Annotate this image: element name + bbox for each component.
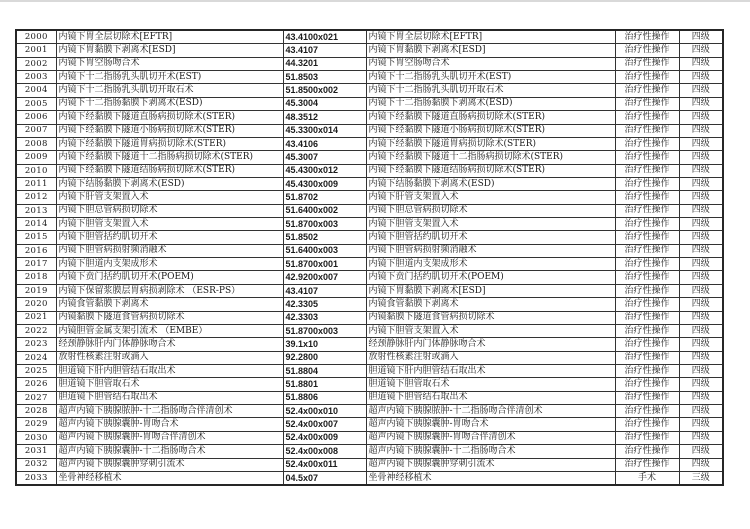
row-number-cell: 2014 <box>16 218 56 231</box>
table-row <box>16 271 723 284</box>
procedure-name-cell: 超声内镜下胰腺囊肿-胃吻合伴清创术 <box>56 431 283 444</box>
procedure-code-cell: 51.6400x002 <box>283 204 366 217</box>
mapped-name-cell: 超声内镜下胰腺囊肿-十二指肠吻合术 <box>366 445 615 458</box>
category-cell: 治疗性操作 <box>615 204 679 217</box>
category-cell: 治疗性操作 <box>615 151 679 164</box>
procedure-code-cell: 48.3512 <box>283 111 366 124</box>
table-row <box>16 177 723 190</box>
level-cell: 四级 <box>679 271 723 284</box>
mapped-name-cell: 超声内镜下胰腺囊肿-胃吻合伴清创术 <box>366 431 615 444</box>
procedure-code-cell: 51.8801 <box>283 378 366 391</box>
page-top-edge-line <box>0 0 750 2</box>
mapped-name-cell: 内镜下胃空肠吻合术 <box>366 57 615 70</box>
level-cell: 四级 <box>679 164 723 177</box>
category-cell: 治疗性操作 <box>615 391 679 404</box>
procedure-code-cell: 45.3007 <box>283 151 366 164</box>
procedure-name-cell: 内镜下经黏膜下隧道直肠病损切除术(STER) <box>56 111 283 124</box>
table-row <box>16 431 723 444</box>
procedure-code-cell: 52.4x00x009 <box>283 431 366 444</box>
table-row <box>16 298 723 311</box>
procedure-code-cell: 51.8700x001 <box>283 258 366 271</box>
mapped-name-cell: 超声内镜下胰腺囊肿穿刺引流术 <box>366 458 615 471</box>
category-cell: 治疗性操作 <box>615 418 679 431</box>
table-row <box>16 231 723 244</box>
procedure-name-cell: 内镜下结肠黏膜下剥离术(ESD) <box>56 177 283 190</box>
procedure-code-cell: 52.4x00x011 <box>283 458 366 471</box>
procedure-name-cell: 内镜下十二指肠乳头肌切开术(EST) <box>56 71 283 84</box>
row-number-cell: 2032 <box>16 458 56 471</box>
row-number-cell: 2027 <box>16 391 56 404</box>
table-row <box>16 405 723 418</box>
table-row <box>16 338 723 351</box>
level-cell: 四级 <box>679 298 723 311</box>
level-cell: 四级 <box>679 44 723 57</box>
mapped-name-cell: 放射性核素注射或滴入 <box>366 351 615 364</box>
procedure-code-cell: 51.6400x003 <box>283 244 366 257</box>
procedure-name-cell: 内镜下胆管病损射频消融术 <box>56 244 283 257</box>
procedure-name-cell: 内镜下经黏膜下隧道十二指肠病损切除术(STER) <box>56 151 283 164</box>
category-cell: 治疗性操作 <box>615 57 679 70</box>
category-cell: 治疗性操作 <box>615 164 679 177</box>
procedure-code-cell: 52.4x00x007 <box>283 418 366 431</box>
table-row <box>16 204 723 217</box>
procedure-name-cell: 内镜黏膜下隧道食管病损切除术 <box>56 311 283 324</box>
mapped-name-cell: 超声内镜下胰腺囊肿-胃吻合术 <box>366 418 615 431</box>
level-cell: 四级 <box>679 364 723 377</box>
mapped-name-cell: 胆道镜下胆管结石取出术 <box>366 391 615 404</box>
level-cell: 四级 <box>679 458 723 471</box>
procedure-table-body <box>16 30 723 485</box>
table-row <box>16 137 723 150</box>
category-cell: 治疗性操作 <box>615 44 679 57</box>
row-number-cell: 2026 <box>16 378 56 391</box>
procedure-code-cell: 39.1x10 <box>283 338 366 351</box>
table-row <box>16 324 723 337</box>
procedure-name-cell: 内镜下胆道内支架成形术 <box>56 258 283 271</box>
category-cell: 治疗性操作 <box>615 351 679 364</box>
level-cell: 四级 <box>679 151 723 164</box>
row-number-cell: 2028 <box>16 405 56 418</box>
procedure-code-cell: 52.4x00x010 <box>283 405 366 418</box>
procedure-code-cell: 43.4107 <box>283 44 366 57</box>
row-number-cell: 2022 <box>16 324 56 337</box>
category-cell: 治疗性操作 <box>615 271 679 284</box>
category-cell: 治疗性操作 <box>615 258 679 271</box>
level-cell: 四级 <box>679 324 723 337</box>
row-number-cell: 2010 <box>16 164 56 177</box>
row-number-cell: 2030 <box>16 431 56 444</box>
mapped-name-cell: 内镜下胆管括约肌切开术 <box>366 231 615 244</box>
table-row <box>16 164 723 177</box>
level-cell: 四级 <box>679 204 723 217</box>
procedure-code-cell: 45.3300x014 <box>283 124 366 137</box>
row-number-cell: 2012 <box>16 191 56 204</box>
mapped-name-cell: 内镜下胆总管病损切除术 <box>366 204 615 217</box>
category-cell: 治疗性操作 <box>615 364 679 377</box>
mapped-name-cell: 胆道镜下胆管取石术 <box>366 378 615 391</box>
category-cell: 治疗性操作 <box>615 218 679 231</box>
table-row <box>16 97 723 110</box>
procedure-name-cell: 内镜下贲门括约肌切开术(POEM) <box>56 271 283 284</box>
mapped-name-cell: 内镜下十二指肠黏膜下剥离术(ESD) <box>366 97 615 110</box>
mapped-name-cell: 经颈静脉肝内门体静脉吻合术 <box>366 338 615 351</box>
procedure-code-cell: 51.8502 <box>283 231 366 244</box>
mapped-name-cell: 内镜下十二指肠乳头肌切开术(EST) <box>366 71 615 84</box>
row-number-cell: 2016 <box>16 244 56 257</box>
category-cell: 治疗性操作 <box>615 378 679 391</box>
table-row <box>16 244 723 257</box>
procedure-name-cell: 放射性核素注射或滴入 <box>56 351 283 364</box>
procedure-name-cell: 胆道镜下胆管结石取出术 <box>56 391 283 404</box>
mapped-name-cell: 内镜下胃全层切除术[EFTR] <box>366 30 615 44</box>
level-cell: 四级 <box>679 191 723 204</box>
procedure-name-cell: 坐骨神经移植术 <box>56 471 283 485</box>
level-cell: 四级 <box>679 445 723 458</box>
table-row <box>16 311 723 324</box>
row-number-cell: 2001 <box>16 44 56 57</box>
table-row <box>16 44 723 57</box>
procedure-name-cell: 内镜下十二指肠黏膜下剥离术(ESD) <box>56 97 283 110</box>
table-row <box>16 458 723 471</box>
category-cell: 治疗性操作 <box>615 405 679 418</box>
procedure-name-cell: 内镜下胃黏膜下剥离术[ESD] <box>56 44 283 57</box>
procedure-code-cell: 51.8700x003 <box>283 324 366 337</box>
category-cell: 治疗性操作 <box>615 137 679 150</box>
row-number-cell: 2031 <box>16 445 56 458</box>
procedure-code-cell: 45.3004 <box>283 97 366 110</box>
level-cell: 四级 <box>679 405 723 418</box>
mapped-name-cell: 内镜下贲门括约肌切开术(POEM) <box>366 271 615 284</box>
category-cell: 治疗性操作 <box>615 71 679 84</box>
procedure-name-cell: 超声内镜下胰腺囊肿-胃吻合术 <box>56 418 283 431</box>
level-cell: 四级 <box>679 57 723 70</box>
procedure-name-cell: 内镜下肝管支架置入术 <box>56 191 283 204</box>
category-cell: 治疗性操作 <box>615 431 679 444</box>
mapped-name-cell: 内镜下胆管支架置入术 <box>366 324 615 337</box>
procedure-code-cell: 43.4100x021 <box>283 30 366 44</box>
category-cell: 治疗性操作 <box>615 298 679 311</box>
row-number-cell: 2011 <box>16 177 56 190</box>
category-cell: 治疗性操作 <box>615 445 679 458</box>
level-cell: 四级 <box>679 431 723 444</box>
table-row <box>16 111 723 124</box>
mapped-name-cell: 内镜下经黏膜下隧道小肠病损切除术(STER) <box>366 124 615 137</box>
table-row <box>16 218 723 231</box>
category-cell: 手术 <box>615 471 679 485</box>
category-cell: 治疗性操作 <box>615 191 679 204</box>
table-row <box>16 378 723 391</box>
level-cell: 四级 <box>679 244 723 257</box>
procedure-name-cell: 内镜下胃全层切除术[EFTR] <box>56 30 283 44</box>
procedure-code-cell: 42.3303 <box>283 311 366 324</box>
table-row <box>16 124 723 137</box>
row-number-cell: 2029 <box>16 418 56 431</box>
category-cell: 治疗性操作 <box>615 124 679 137</box>
procedure-code-cell: 51.8500x002 <box>283 84 366 97</box>
level-cell: 四级 <box>679 311 723 324</box>
table-row <box>16 191 723 204</box>
category-cell: 治疗性操作 <box>615 338 679 351</box>
procedure-code-cell: 52.4x00x008 <box>283 445 366 458</box>
row-number-cell: 2019 <box>16 284 56 297</box>
row-number-cell: 2004 <box>16 84 56 97</box>
table-row <box>16 84 723 97</box>
procedure-name-cell: 内镜下十二指肠乳头肌切开取石术 <box>56 84 283 97</box>
level-cell: 四级 <box>679 137 723 150</box>
level-cell: 四级 <box>679 378 723 391</box>
level-cell: 四级 <box>679 84 723 97</box>
mapped-name-cell: 内镜下经黏膜下隧道十二指肠病损切除术(STER) <box>366 151 615 164</box>
mapped-name-cell: 内镜下胆管病损射频消融术 <box>366 244 615 257</box>
category-cell: 治疗性操作 <box>615 111 679 124</box>
level-cell: 四级 <box>679 391 723 404</box>
mapped-name-cell: 内镜下胃黏膜下剥离术[ESD] <box>366 284 615 297</box>
table-row <box>16 391 723 404</box>
row-number-cell: 2033 <box>16 471 56 485</box>
row-number-cell: 2021 <box>16 311 56 324</box>
mapped-name-cell: 内镜下经黏膜下隧道直肠病损切除术(STER) <box>366 111 615 124</box>
level-cell: 四级 <box>679 284 723 297</box>
mapped-name-cell: 内镜下经黏膜下隧道结肠病损切除术(STER) <box>366 164 615 177</box>
row-number-cell: 2006 <box>16 111 56 124</box>
procedure-name-cell: 胆道镜下胆管取石术 <box>56 378 283 391</box>
procedure-name-cell: 超声内镜下胰腺囊肿穿刺引流术 <box>56 458 283 471</box>
row-number-cell: 2025 <box>16 364 56 377</box>
mapped-name-cell: 内镜下胆道内支架成形术 <box>366 258 615 271</box>
row-number-cell: 2005 <box>16 97 56 110</box>
mapped-name-cell: 胆道镜下肝内胆管结石取出术 <box>366 364 615 377</box>
mapped-name-cell: 内镜下结肠黏膜下剥离术(ESD) <box>366 177 615 190</box>
category-cell: 治疗性操作 <box>615 97 679 110</box>
mapped-name-cell: 内镜黏膜下隧道食管病损切除术 <box>366 311 615 324</box>
table-row <box>16 471 723 485</box>
table-row <box>16 284 723 297</box>
row-number-cell: 2024 <box>16 351 56 364</box>
procedure-code-cell: 92.2800 <box>283 351 366 364</box>
level-cell: 四级 <box>679 111 723 124</box>
table-row <box>16 418 723 431</box>
procedure-code-cell: 51.8700x003 <box>283 218 366 231</box>
table-row <box>16 151 723 164</box>
procedure-name-cell: 经颈静脉肝内门体静脉吻合术 <box>56 338 283 351</box>
procedure-name-cell: 内镜下保留浆膜层胃病损剥除术 （ESR-PS） <box>56 284 283 297</box>
procedure-code-cell: 43.4107 <box>283 284 366 297</box>
mapped-name-cell: 内镜下经黏膜下隧道胃病损切除术(STER) <box>366 137 615 150</box>
level-cell: 四级 <box>679 97 723 110</box>
table-row <box>16 351 723 364</box>
row-number-cell: 2000 <box>16 30 56 44</box>
procedure-name-cell: 内镜下胃空肠吻合术 <box>56 57 283 70</box>
procedure-code-cell: 42.3305 <box>283 298 366 311</box>
row-number-cell: 2020 <box>16 298 56 311</box>
level-cell: 四级 <box>679 71 723 84</box>
procedure-table-container <box>15 29 723 486</box>
category-cell: 治疗性操作 <box>615 324 679 337</box>
category-cell: 治疗性操作 <box>615 458 679 471</box>
level-cell: 四级 <box>679 30 723 44</box>
table-row <box>16 445 723 458</box>
procedure-name-cell: 胆道镜下肝内胆管结石取出术 <box>56 364 283 377</box>
procedure-code-cell: 45.4300x009 <box>283 177 366 190</box>
level-cell: 三级 <box>679 471 723 485</box>
category-cell: 治疗性操作 <box>615 177 679 190</box>
level-cell: 四级 <box>679 338 723 351</box>
row-number-cell: 2009 <box>16 151 56 164</box>
table-row <box>16 57 723 70</box>
row-number-cell: 2003 <box>16 71 56 84</box>
procedure-code-cell: 44.3201 <box>283 57 366 70</box>
table-row <box>16 30 723 44</box>
procedure-name-cell: 内镜下胆总管病损切除术 <box>56 204 283 217</box>
procedure-code-cell: 51.8702 <box>283 191 366 204</box>
row-number-cell: 2007 <box>16 124 56 137</box>
table-row <box>16 71 723 84</box>
mapped-name-cell: 坐骨神经移植术 <box>366 471 615 485</box>
table-row <box>16 258 723 271</box>
procedure-name-cell: 超声内镜下胰腺脓肿-十二指肠吻合伴清创术 <box>56 405 283 418</box>
mapped-name-cell: 内镜下肝管支架置入术 <box>366 191 615 204</box>
category-cell: 治疗性操作 <box>615 30 679 44</box>
table-row <box>16 364 723 377</box>
procedure-code-cell: 51.8804 <box>283 364 366 377</box>
level-cell: 四级 <box>679 418 723 431</box>
category-cell: 治疗性操作 <box>615 311 679 324</box>
procedure-code-cell: 51.8503 <box>283 71 366 84</box>
level-cell: 四级 <box>679 231 723 244</box>
procedure-code-cell: 04.5x07 <box>283 471 366 485</box>
mapped-name-cell: 内镜下胃黏膜下剥离术[ESD] <box>366 44 615 57</box>
row-number-cell: 2013 <box>16 204 56 217</box>
category-cell: 治疗性操作 <box>615 84 679 97</box>
level-cell: 四级 <box>679 351 723 364</box>
row-number-cell: 2002 <box>16 57 56 70</box>
level-cell: 四级 <box>679 258 723 271</box>
procedure-name-cell: 内镜下胆管支架置入术 <box>56 218 283 231</box>
procedure-code-cell: 43.4106 <box>283 137 366 150</box>
procedure-level-table <box>15 29 724 486</box>
row-number-cell: 2023 <box>16 338 56 351</box>
row-number-cell: 2015 <box>16 231 56 244</box>
procedure-name-cell: 内镜下经黏膜下隧道小肠病损切除术(STER) <box>56 124 283 137</box>
level-cell: 四级 <box>679 177 723 190</box>
category-cell: 治疗性操作 <box>615 231 679 244</box>
mapped-name-cell: 内镜下胆管支架置入术 <box>366 218 615 231</box>
procedure-name-cell: 超声内镜下胰腺囊肿-十二指肠吻合术 <box>56 445 283 458</box>
category-cell: 治疗性操作 <box>615 284 679 297</box>
procedure-name-cell: 内镜下经黏膜下隧道结肠病损切除术(STER) <box>56 164 283 177</box>
mapped-name-cell: 内镜食管黏膜下剥离术 <box>366 298 615 311</box>
row-number-cell: 2008 <box>16 137 56 150</box>
level-cell: 四级 <box>679 218 723 231</box>
procedure-name-cell: 内镜食管黏膜下剥离术 <box>56 298 283 311</box>
procedure-code-cell: 45.4300x012 <box>283 164 366 177</box>
category-cell: 治疗性操作 <box>615 244 679 257</box>
mapped-name-cell: 内镜下十二指肠乳头肌切开取石术 <box>366 84 615 97</box>
row-number-cell: 2018 <box>16 271 56 284</box>
procedure-name-cell: 内镜下经黏膜下隧道胃病损切除术(STER) <box>56 137 283 150</box>
row-number-cell: 2017 <box>16 258 56 271</box>
procedure-name-cell: 内镜下胆管括约肌切开术 <box>56 231 283 244</box>
procedure-code-cell: 51.8806 <box>283 391 366 404</box>
procedure-code-cell: 42.9200x007 <box>283 271 366 284</box>
procedure-name-cell: 内镜胆管金属支架引流术 （EMBE） <box>56 324 283 337</box>
level-cell: 四级 <box>679 124 723 137</box>
mapped-name-cell: 超声内镜下胰腺脓肿-十二指肠吻合伴清创术 <box>366 405 615 418</box>
